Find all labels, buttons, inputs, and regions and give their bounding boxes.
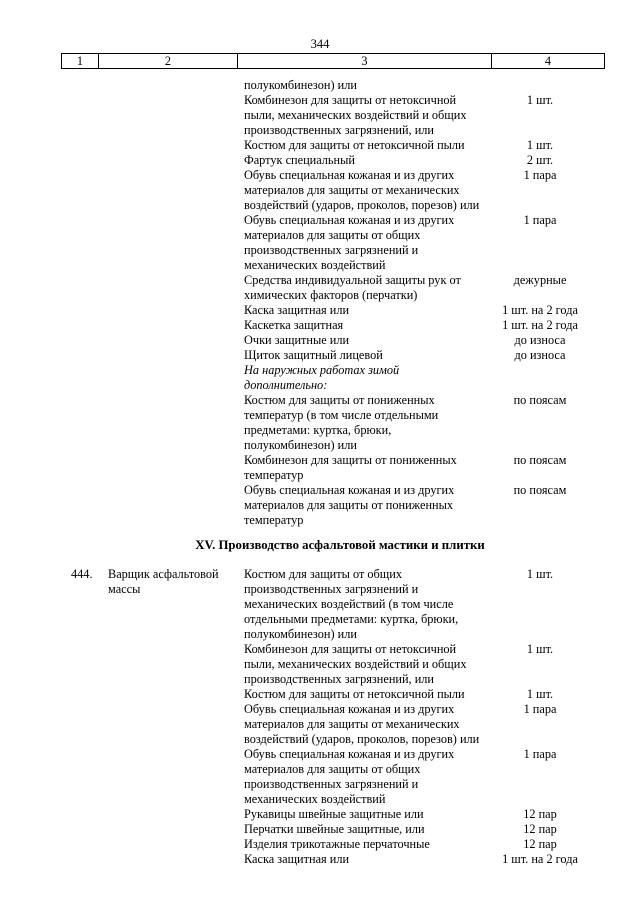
table-row: [0, 642, 640, 687]
item-text: Очки защитные или: [244, 333, 350, 347]
item-quantity: 2 шт.: [526, 153, 554, 167]
item-text: Каска защитная или: [244, 852, 350, 866]
table-row: [0, 333, 640, 348]
table-row: [0, 93, 640, 138]
table-row: [0, 273, 640, 303]
item-quantity: 1 шт. на 2 года: [502, 852, 578, 866]
item-text: Каскетка защитная: [244, 318, 344, 332]
item-text: Комбинезон для защиты от нетоксичной пыли, механических воздействий и общих производственных загрязнений, или: [244, 93, 467, 137]
item-text: Костюм для защиты от пониженных температур (в том числе отдельными предметами: куртка, брюки, полукомбинезон) или: [244, 393, 439, 452]
item-text: Изделия трикотажные перчаточные: [244, 837, 430, 851]
item-text: Рукавицы швейные защитные или: [244, 807, 424, 821]
item-text: Каска защитная или: [244, 303, 350, 317]
item-quantity: до износа: [514, 348, 566, 362]
table-row: [0, 78, 640, 93]
entry-number: 444.: [71, 567, 93, 581]
item-text: полукомбинезон) или: [244, 78, 357, 92]
item-quantity: 1 шт.: [526, 138, 554, 152]
table-row: [0, 138, 640, 153]
subsection-note: На наружных работах зимой дополнительно:: [244, 363, 400, 392]
item-text: Средства индивидуальной защиты рук от химических факторов (перчатки): [244, 273, 461, 302]
table-row: [0, 747, 640, 807]
table-row: [0, 393, 640, 453]
table-row: [0, 453, 640, 483]
header-col-2: 2: [99, 54, 238, 68]
profession-name: Варщик асфальтовой массы: [108, 567, 219, 596]
item-text: Обувь специальная кожаная и из других материалов для защиты от механических воздействий (ударов, проколов, порезов) или: [244, 168, 480, 212]
table-row: [0, 168, 640, 213]
item-text: Костюм для защиты от нетоксичной пыли: [244, 687, 465, 701]
header-col-4: 4: [544, 54, 552, 68]
item-text: Костюм для защиты от нетоксичной пыли: [244, 138, 465, 152]
item-text: Перчатки швейные защитные, или: [244, 822, 425, 836]
item-text: Комбинезон для защиты от пониженных температур: [244, 453, 457, 482]
continued-entry-list: [0, 78, 640, 528]
header-col-3: 3: [238, 54, 492, 68]
table-header-row: [61, 53, 605, 69]
table-row: [0, 348, 640, 363]
item-quantity: 1 шт. на 2 года: [502, 318, 578, 332]
item-quantity: по поясам: [513, 483, 567, 497]
table-row: [0, 687, 640, 702]
item-quantity: 1 пара: [523, 213, 557, 227]
table-row: [0, 567, 640, 642]
table-row: [0, 483, 640, 528]
item-quantity: 12 пар: [523, 807, 557, 821]
item-text: Обувь специальная кожаная и из других материалов для защиты от механических воздействий (ударов, проколов, порезов) или: [244, 702, 480, 746]
item-quantity: до износа: [514, 333, 566, 347]
item-text: Обувь специальная кожаная и из других материалов для защиты от пониженных температур: [244, 483, 455, 527]
item-quantity: 1 пара: [523, 168, 557, 182]
table-row: [0, 807, 640, 822]
item-quantity: дежурные: [513, 273, 567, 287]
item-quantity: 1 пара: [523, 747, 557, 761]
table-row: [0, 213, 640, 273]
item-quantity: по поясам: [513, 393, 567, 407]
table-row: [0, 702, 640, 747]
item-text: Фартук специальный: [244, 153, 355, 167]
item-quantity: 12 пар: [523, 822, 557, 836]
page-number: 344: [310, 37, 330, 51]
table-row: [0, 303, 640, 318]
section-heading: XV. Производство асфальтовой мастики и плитки: [195, 538, 485, 552]
item-quantity: 1 шт.: [526, 93, 554, 107]
item-quantity: 12 пар: [523, 837, 557, 851]
item-quantity: по поясам: [513, 453, 567, 467]
item-quantity: 1 шт.: [526, 687, 554, 701]
item-quantity: 1 шт.: [526, 642, 554, 656]
item-text: Обувь специальная кожаная и из других материалов для защиты от общих производственных загрязнений и механических воздействий: [244, 213, 455, 272]
header-col-1: 1: [62, 54, 99, 68]
entry-444: [0, 567, 640, 867]
item-quantity: 1 шт.: [526, 567, 554, 581]
table-row: [0, 363, 640, 393]
table-row: [0, 153, 640, 168]
table-row: [0, 852, 640, 867]
table-row: [0, 822, 640, 837]
item-text: Костюм для защиты от общих производственных загрязнений и механических воздействий (в том числе отдельными предметами: куртка, брюки, полукомбинезон) или: [244, 567, 459, 641]
item-text: Обувь специальная кожаная и из других материалов для защиты от общих производственных загрязнений и механических воздействий: [244, 747, 455, 806]
item-text: Щиток защитный лицевой: [244, 348, 383, 362]
table-row: [0, 837, 640, 852]
item-quantity: 1 шт. на 2 года: [502, 303, 578, 317]
item-text: Комбинезон для защиты от нетоксичной пыли, механических воздействий и общих производственных загрязнений, или: [244, 642, 467, 686]
item-quantity: 1 пара: [523, 702, 557, 716]
table-row: [0, 318, 640, 333]
